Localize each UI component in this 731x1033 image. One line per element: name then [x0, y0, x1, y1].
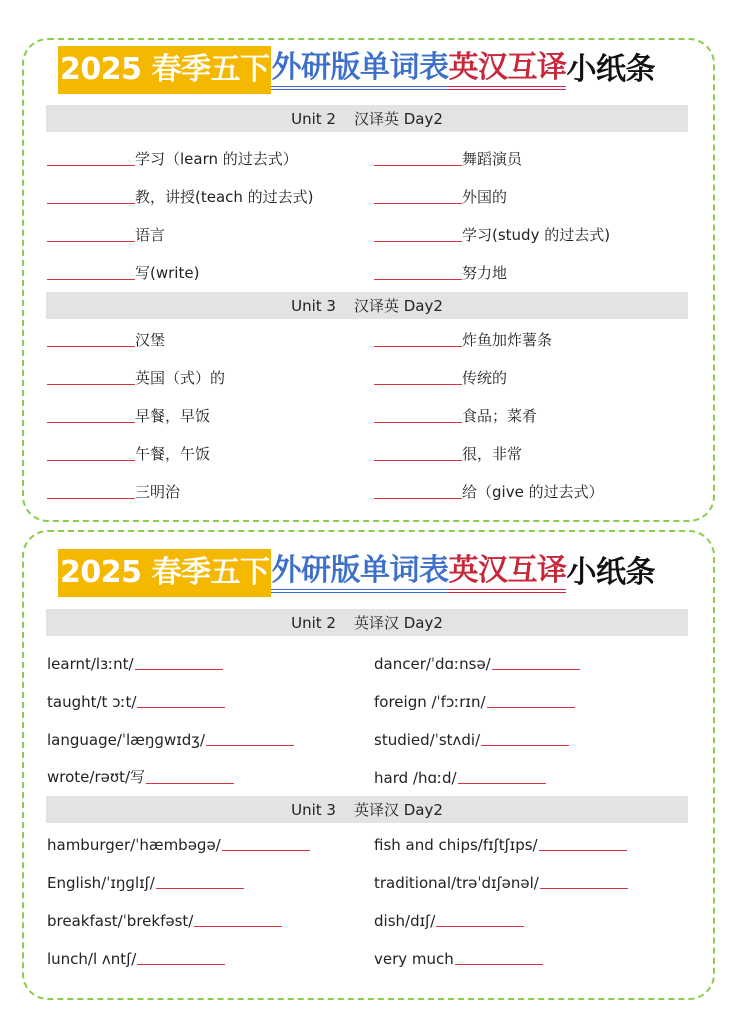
- vocab-item: 炸鱼加炸薯条: [374, 328, 552, 350]
- answer-blank[interactable]: [47, 240, 135, 242]
- vocab-item: language/ˈlæŋɡwɪdʒ/: [47, 727, 294, 749]
- title-mode: 英汉互译: [448, 50, 566, 90]
- answer-blank[interactable]: [374, 421, 462, 423]
- answer-blank[interactable]: [194, 925, 282, 927]
- answer-blank[interactable]: [374, 240, 462, 242]
- answer-blank[interactable]: [47, 383, 135, 385]
- answer-blank[interactable]: [47, 278, 135, 280]
- answer-blank[interactable]: [47, 345, 135, 347]
- answer-blank[interactable]: [47, 202, 135, 204]
- answer-blank[interactable]: [458, 782, 546, 784]
- title-mode: 英汉互译: [448, 553, 566, 593]
- vocab-item: 学习(study 的过去式): [374, 223, 610, 245]
- sheet2-title: [58, 549, 655, 597]
- vocab-item: 努力地: [374, 261, 507, 283]
- answer-blank[interactable]: [374, 459, 462, 461]
- answer-blank[interactable]: [135, 668, 223, 670]
- answer-blank[interactable]: [374, 383, 462, 385]
- vocab-item: hamburger/ˈhæmbəɡə/: [47, 832, 310, 854]
- vocab-item: 写(write): [47, 261, 199, 283]
- answer-blank[interactable]: [222, 849, 310, 851]
- section-header: Unit 3 汉译英 Day2: [46, 292, 688, 319]
- vocab-item: 给（give 的过去式）: [374, 480, 604, 502]
- vocab-item: breakfast/ˈbrekfəst/: [47, 908, 282, 930]
- title-suffix: 小纸条: [566, 555, 655, 590]
- answer-blank[interactable]: [374, 497, 462, 499]
- answer-blank[interactable]: [156, 887, 244, 889]
- title-textbook: 外研版单词表: [271, 50, 448, 90]
- answer-blank[interactable]: [487, 706, 575, 708]
- answer-blank[interactable]: [481, 744, 569, 746]
- vocab-item: learnt/lɜːnt/: [47, 651, 223, 673]
- vocab-item: hard /hɑːd/: [374, 765, 546, 787]
- answer-blank[interactable]: [539, 849, 627, 851]
- vocab-item: foreign /ˈfɔːrɪn/: [374, 689, 575, 711]
- vocab-item: wrote/rəʊt/写: [47, 765, 234, 787]
- section-header: Unit 3 英译汉 Day2: [46, 796, 688, 823]
- vocab-item: traditional/trəˈdɪʃənəl/: [374, 870, 628, 892]
- title-textbook: 外研版单词表: [271, 553, 448, 593]
- answer-blank[interactable]: [436, 925, 524, 927]
- vocab-item: dancer/ˈdɑːnsə/: [374, 651, 580, 673]
- vocab-item: 舞蹈演员: [374, 147, 522, 169]
- answer-blank[interactable]: [47, 459, 135, 461]
- vocab-item: studied/ˈstʌdi/: [374, 727, 569, 749]
- vocab-item: 食品；菜肴: [374, 404, 537, 426]
- vocab-item: lunch/l ʌntʃ/: [47, 946, 225, 968]
- title-year-season: 2025 春季五下: [58, 549, 271, 597]
- answer-blank[interactable]: [455, 963, 543, 965]
- vocab-item: English/ˈɪŋɡlɪʃ/: [47, 870, 244, 892]
- vocab-item: 汉堡: [47, 328, 165, 350]
- vocab-item: 英国（式）的: [47, 366, 225, 388]
- answer-blank[interactable]: [47, 164, 135, 166]
- answer-blank[interactable]: [137, 706, 225, 708]
- vocab-item: taught/t ɔːt/: [47, 689, 225, 711]
- vocab-item: 教，讲授(teach 的过去式): [47, 185, 314, 207]
- vocab-item: 语言: [47, 223, 165, 245]
- vocab-item: 午餐，午饭: [47, 442, 210, 464]
- vocab-item: 早餐，早饭: [47, 404, 210, 426]
- answer-blank[interactable]: [206, 744, 294, 746]
- answer-blank[interactable]: [492, 668, 580, 670]
- title-suffix: 小纸条: [566, 52, 655, 87]
- answer-blank[interactable]: [146, 782, 234, 784]
- vocab-item: fish and chips/fɪʃtʃɪps/: [374, 832, 627, 854]
- answer-blank[interactable]: [374, 164, 462, 166]
- answer-blank[interactable]: [137, 963, 225, 965]
- section-header: Unit 2 汉译英 Day2: [46, 105, 688, 132]
- answer-blank[interactable]: [540, 887, 628, 889]
- vocab-item: 三明治: [47, 480, 180, 502]
- answer-blank[interactable]: [47, 497, 135, 499]
- answer-blank[interactable]: [374, 278, 462, 280]
- vocab-item: 外国的: [374, 185, 507, 207]
- vocab-item: very much: [374, 946, 543, 968]
- answer-blank[interactable]: [374, 202, 462, 204]
- answer-blank[interactable]: [47, 421, 135, 423]
- vocab-item: dish/dɪʃ/: [374, 908, 524, 930]
- answer-blank[interactable]: [374, 345, 462, 347]
- vocab-item: 学习（learn 的过去式）: [47, 147, 298, 169]
- vocab-item: 传统的: [374, 366, 507, 388]
- section-header: Unit 2 英译汉 Day2: [46, 609, 688, 636]
- vocab-item: 很，非常: [374, 442, 522, 464]
- sheet1-title: [58, 46, 655, 94]
- title-year-season: 2025 春季五下: [58, 46, 271, 94]
